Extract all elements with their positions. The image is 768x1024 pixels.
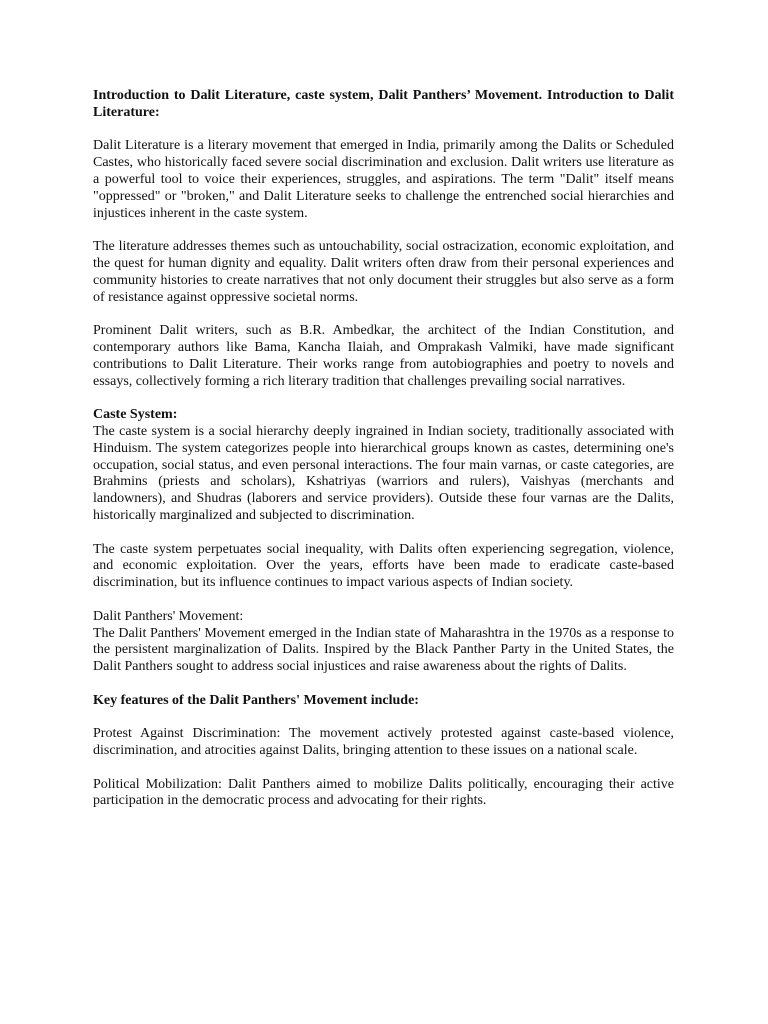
feature-protest: Protest Against Discrimination: The movement actively protested against caste-based violence, discrimination, and atrocities against Dalits, bringing attention to these issues on a national scale. [93, 726, 674, 759]
key-features-heading: Key features of the Dalit Panthers' Movement include: [93, 692, 419, 708]
caste-paragraph-1: The caste system is a social hierarchy deeply ingrained in Indian society, traditionally associated with Hinduism. The system categorizes people into hierarchical groups known as castes, determining one's occupation, social status, and even personal interactions. The four main varnas, or caste categories, are Brahmins (priests and scholars), Kshatriyas (warriors and rulers), Vaishyas (merchants and landowners), and Shudras (laborers and service providers). Outside these four varnas are the Dalits, historically marginalized and subjected to discrimination. [93, 423, 674, 523]
panthers-heading: Dalit Panthers' Movement: [93, 608, 244, 624]
caste-system-heading: Caste System: [93, 407, 178, 423]
panthers-paragraph: The Dalit Panthers' Movement emerged in the Indian state of Maharashtra in the 1970s as a response to the persistent marginalization of Dalits. Inspired by the Black Panther Party in the United States, the Dalit Panthers sought to address social injustices and raise awareness about the rights of Dalits. [93, 625, 674, 675]
document-page [93, 88, 674, 810]
intro-paragraph-3: Prominent Dalit writers, such as B.R. Ambedkar, the architect of the Indian Constitution, and contemporary authors like Bama, Kancha Ilaiah, and Omprakash Valmiki, have made significant contributions to Dalit Literature. Their works range from autobiographies and poetry to novels and essays, collectively forming a rich literary tradition that challenges prevailing social narratives. [93, 323, 674, 389]
feature-political-mobilization: Political Mobilization: Dalit Panthers aimed to mobilize Dalits politically, encouraging their active participation in the democratic process and advocating for their rights. [93, 776, 674, 809]
document-title: Introduction to Dalit Literature, caste system, Dalit Panthers’ Movement. Introduction to Dalit Literature: [93, 88, 674, 120]
intro-paragraph-1: Dalit Literature is a literary movement that emerged in India, primarily among the Dalits or Scheduled Castes, who historically faced severe social discrimination and exclusion. Dalit writers use literature as a powerful tool to voice their experiences, struggles, and aspirations. The term "Dalit" itself means "oppressed" or "broken," and Dalit Literature seeks to challenge the entrenched social hierarchies and injustices inherent in the caste system. [93, 138, 674, 221]
intro-paragraph-2: The literature addresses themes such as untouchability, social ostracization, economic exploitation, and the quest for human dignity and equality. Dalit writers often draw from their personal experiences and community histories to create narratives that not only document their struggles but also serve as a form of resistance against oppressive societal norms. [93, 239, 674, 305]
caste-paragraph-2: The caste system perpetuates social inequality, with Dalits often experiencing segregation, violence, and economic exploitation. Over the years, efforts have been made to eradicate caste-based discrimination, but its influence continues to impact various aspects of Indian society. [93, 541, 674, 591]
